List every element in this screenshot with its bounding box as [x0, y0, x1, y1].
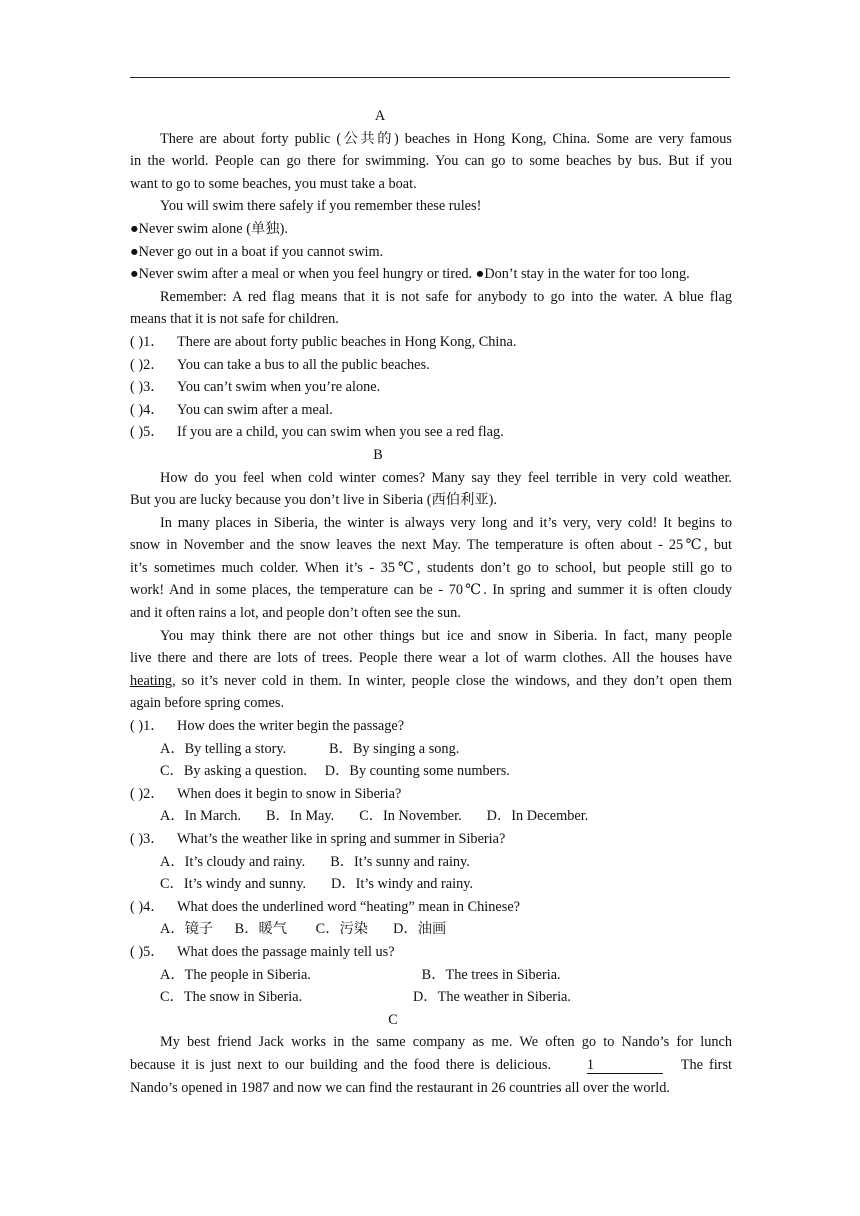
section-b-paragraph-line: snow in November and the snow leaves the next May. The temperature is often about - 25℃, but: [130, 537, 732, 554]
question-text: What does the underlined word “heating” mean in Chinese?: [177, 898, 521, 915]
option-line: C．It’s windy and sunny. D．It’s windy and rainy.: [160, 876, 474, 893]
paragraph-text: because it is just next to our building and the food there is delicious.: [130, 1056, 552, 1073]
answer-blank[interactable]: ( )1．: [130, 718, 165, 735]
rule-item: ●Never swim alone (单独).: [130, 220, 288, 237]
section-b-paragraph-line: [130, 670, 732, 693]
paragraph-text: The first: [680, 1056, 732, 1073]
section-c-heading: C: [388, 1011, 398, 1028]
question-text: You can swim after a meal.: [177, 401, 333, 418]
question-text: You can’t swim when you’re alone.: [177, 379, 381, 396]
question-text: What’s the weather like in spring and summer in Siberia?: [177, 831, 506, 847]
section-b-heading: B: [373, 446, 383, 463]
section-b-paragraph-line: live there and there are lots of trees. People there wear a lot of warm clothes. All the houses have: [130, 650, 732, 667]
answer-blank[interactable]: ( )2．: [130, 356, 165, 373]
question-item: [130, 828, 732, 851]
option-line: A．By telling a story. B．By singing a song.: [160, 740, 460, 757]
section-a-paragraph-line: want to go to some beaches, you must take a boat.: [130, 175, 417, 192]
question-item: [130, 376, 732, 399]
section-a-heading: A: [374, 108, 386, 124]
section-c-paragraph-line: Nando’s opened in 1987 and now we can find the restaurant in 26 countries all over the world.: [130, 1079, 670, 1096]
section-a-paragraph-line: in the world. People can go there for swimming. You can go to some beaches by bus. But if you: [130, 153, 732, 170]
option-line: A．The people in Siberia. B．The trees in Siberia.: [160, 966, 561, 983]
question-text: When does it begin to snow in Siberia?: [177, 785, 402, 802]
answer-blank[interactable]: ( )4．: [130, 401, 165, 418]
question-item: [130, 715, 732, 738]
question-item: [130, 941, 732, 964]
header-rule: [130, 77, 730, 78]
rule-item: ●Never swim after a meal or when you feel hungry or tired. ●Don’t stay in the water for too long.: [130, 266, 690, 283]
option-line: C．By asking a question. D．By counting some numbers.: [160, 763, 510, 780]
paragraph-text: , so it’s never cold in them. In winter, people close the windows, and they don’t open them: [172, 672, 732, 689]
section-b-paragraph-line: In many places in Siberia, the winter is always very long and it’s very, very cold! It begins to: [160, 514, 732, 531]
question-item: [130, 331, 732, 354]
question-item: [130, 896, 732, 919]
answer-blank[interactable]: ( )5．: [130, 943, 165, 960]
question-text: You can take a bus to all the public beaches.: [177, 356, 430, 373]
question-item: [130, 399, 732, 422]
section-b-paragraph-line: But you are lucky because you don’t live in Siberia (西伯利亚).: [130, 492, 498, 509]
section-a-paragraph-line: means that it is not safe for children.: [130, 311, 339, 328]
question-text: There are about forty public beaches in Hong Kong, China.: [177, 333, 517, 350]
question-item: [130, 354, 732, 377]
section-b-paragraph-line: You may think there are not other things but ice and snow in Siberia. In fact, many people: [160, 627, 732, 644]
section-c-paragraph-line: My best friend Jack works in the same company as me. We often go to Nando’s for lunch: [160, 1034, 732, 1051]
answer-blank[interactable]: ( )4．: [130, 898, 165, 915]
section-b-paragraph-line: again before spring comes.: [130, 695, 285, 712]
option-line: A．It’s cloudy and rainy. B．It’s sunny and rainy.: [160, 853, 470, 870]
section-b-paragraph-line: How do you feel when cold winter comes? Many say they feel terrible in very cold weather.: [160, 469, 732, 486]
section-b-paragraph-line: it’s sometimes much colder. When it’s - 35℃, students don’t go to school, but people still go to: [130, 559, 732, 576]
section-a-rules-intro: You will swim there safely if you remember these rules!: [160, 198, 482, 215]
question-text: If you are a child, you can swim when you see a red flag.: [177, 424, 504, 441]
answer-blank[interactable]: ( )2．: [130, 785, 165, 802]
option-line: A．In March. B．In May. C．In November. D．In December.: [160, 808, 589, 825]
answer-blank[interactable]: ( )5．: [130, 424, 165, 441]
underlined-word: heating: [130, 672, 173, 689]
section-b-paragraph-line: and it often rains a lot, and people don’t often see the sun.: [130, 605, 461, 622]
answer-blank[interactable]: ( )3．: [130, 379, 165, 396]
worksheet-page: [130, 105, 732, 1099]
section-a-paragraph-line: Remember: A red flag means that it is not safe for anybody to go into the water. A blue flag: [160, 288, 732, 305]
rule-item: ●Never go out in a boat if you cannot swim.: [130, 243, 384, 260]
answer-blank[interactable]: ( )1．: [130, 333, 165, 350]
section-c-paragraph-line: [130, 1054, 732, 1077]
section-b-paragraph-line: work! And in some places, the temperature can be - 70℃. In spring and summer it is often cloudy: [130, 582, 732, 599]
question-item: [130, 421, 732, 444]
option-line: A．镜子 B．暖气 C．污染 D．油画: [160, 921, 447, 938]
question-item: [130, 783, 732, 806]
question-text: What does the passage mainly tell us?: [177, 943, 395, 960]
cloze-blank[interactable]: 1: [587, 1057, 663, 1074]
section-a-paragraph-line: There are about forty public (公共的) beaches in Hong Kong, China. Some are very famous: [160, 130, 732, 147]
option-line: C．The snow in Siberia. D．The weather in Siberia.: [160, 989, 571, 1006]
answer-blank[interactable]: ( )3．: [130, 831, 165, 847]
question-text: How does the writer begin the passage?: [177, 718, 405, 735]
